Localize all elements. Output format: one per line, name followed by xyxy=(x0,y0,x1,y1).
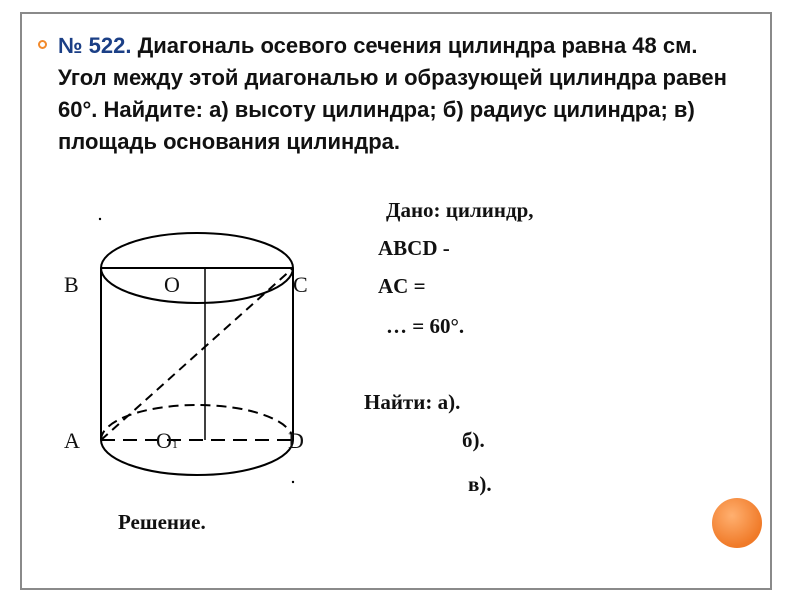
bottom-base-front-arc xyxy=(101,440,293,475)
find-c: в). xyxy=(468,472,492,496)
given-angle-value: … = 60°. xyxy=(386,314,465,338)
point-o1-subscript: 1 xyxy=(171,437,178,451)
find-a: Найти: а). xyxy=(364,390,461,414)
dot-top-left xyxy=(99,218,101,220)
given-line-4 xyxy=(386,314,464,339)
find-b: б). xyxy=(462,428,485,452)
decorative-orange-circle-icon xyxy=(712,498,762,548)
problem-text: Диагональ осевого сечения цилиндра равна 48 см. Угол между этой диагональю и образующей цилиндра равен 60°. Найдите: а) высоту цилиндра; б) радиус цилиндра; в) площадь основания цилиндра. xyxy=(58,33,727,154)
point-o1-label xyxy=(156,428,178,454)
point-a-label: A xyxy=(64,428,80,453)
given-line-3: AC = xyxy=(378,274,426,298)
problem-number: № 522. xyxy=(58,33,132,58)
bottom-base-back-arc xyxy=(101,405,293,440)
given-line-1: Дано: цилиндр, xyxy=(386,198,534,222)
solution-label: Решение. xyxy=(118,510,206,534)
point-c-label: C xyxy=(293,272,308,297)
point-b-label: B xyxy=(64,272,79,297)
dot-bottom-right xyxy=(292,481,294,483)
point-d-label: D xyxy=(288,428,304,453)
point-o1-letter: O xyxy=(156,428,172,453)
point-o-label: O xyxy=(164,272,180,297)
given-line-2: ABCD - xyxy=(378,236,450,260)
